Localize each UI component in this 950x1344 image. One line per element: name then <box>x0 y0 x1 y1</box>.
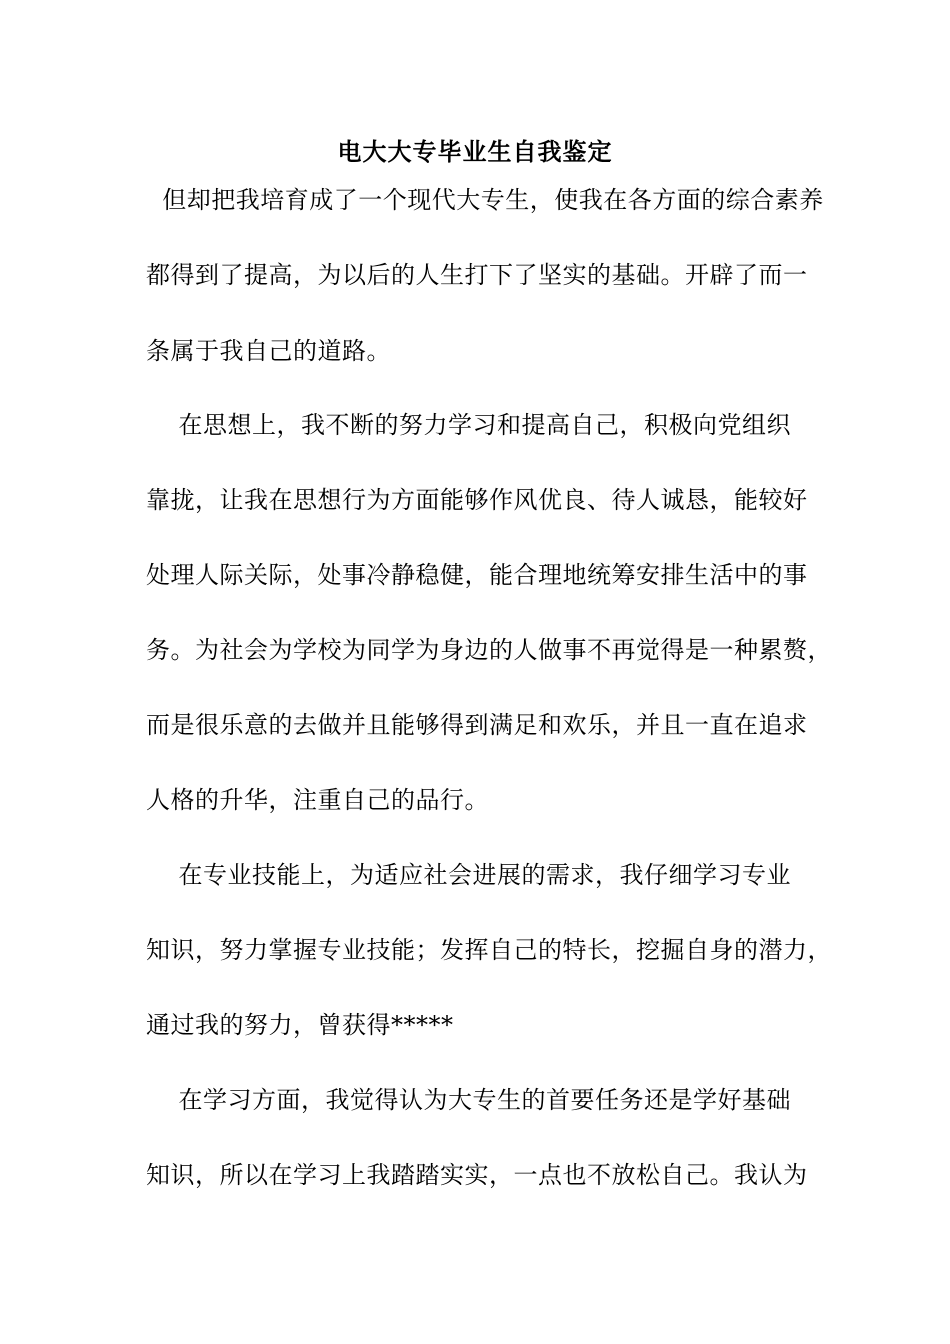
text-line: 在思想上，我不断的努力学习和提高自己，积极向党组织 <box>146 411 792 439</box>
text-line: 通过我的努力，曾获得***** <box>146 1011 454 1039</box>
document-title: 电大大专毕业生自我鉴定 <box>337 137 613 166</box>
text-line: 处理人际关际，处事冷静稳健，能合理地统筹安排生活中的事 <box>146 561 808 589</box>
text-line: 在学习方面，我觉得认为大专生的首要任务还是学好基础 <box>146 1086 792 1114</box>
text-line: 但却把我培育成了一个现代大专生，使我在各方面的综合素养 <box>146 186 824 214</box>
text-line: 知识，所以在学习上我踏踏实实，一点也不放松自己。我认为 <box>146 1161 808 1189</box>
text-line: 务。为社会为学校为同学为身边的人做事不再觉得是一种累赘， <box>146 636 832 664</box>
text-line: 在专业技能上，为适应社会进展的需求，我仔细学习专业 <box>146 861 792 889</box>
text-line: 条属于我自己的道路。 <box>146 337 391 365</box>
text-line: 都得到了提高，为以后的人生打下了坚实的基础。开辟了而一 <box>146 261 808 289</box>
text-line: 而是很乐意的去做并且能够得到满足和欢乐，并且一直在追求 <box>146 711 808 739</box>
text-line: 知识，努力掌握专业技能；发挥自己的特长，挖掘自身的潜力， <box>146 936 832 964</box>
text-line: 人格的升华，注重自己的品行。 <box>146 786 489 814</box>
text-line: 靠拢，让我在思想行为方面能够作风优良、待人诚恳，能较好 <box>146 486 808 514</box>
